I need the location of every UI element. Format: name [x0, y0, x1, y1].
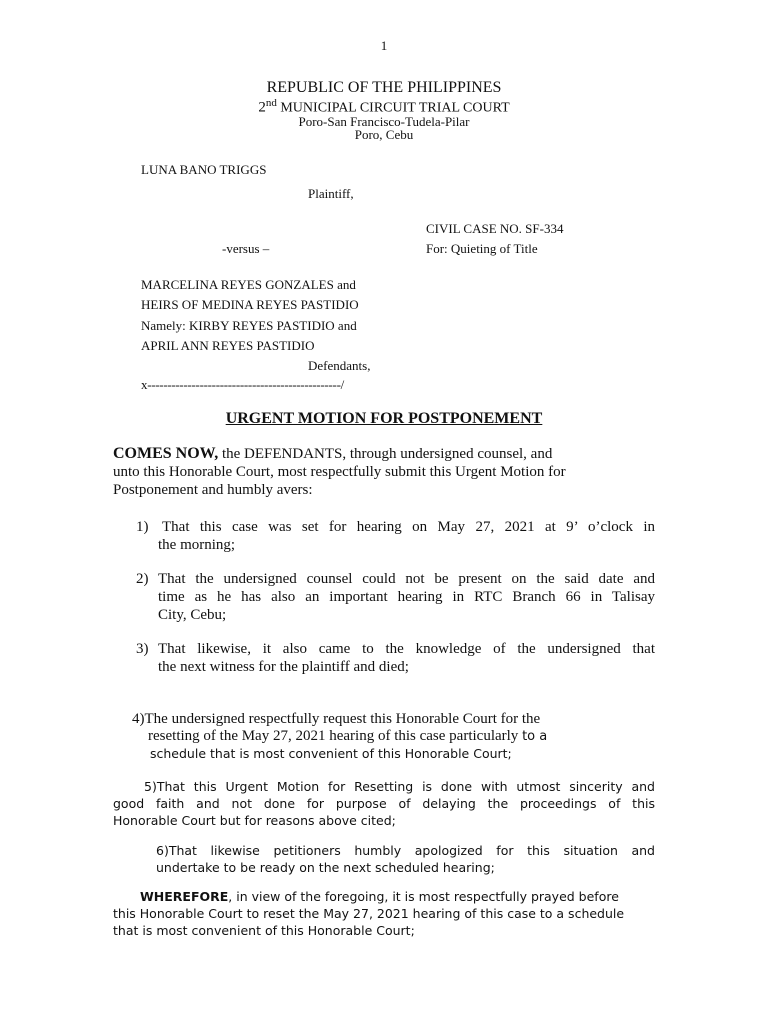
- item-line: That likewise, it also came to the knowledge of the undersigned that: [158, 641, 655, 657]
- item6-line: undertake to be ready on the next scheduled hearing;: [156, 860, 495, 875]
- item4-line: 4)The undersigned respectfully request this Honorable Court for the: [132, 711, 541, 727]
- intro-line: Postponement and humbly avers:: [113, 482, 313, 498]
- item-number: 3): [136, 641, 149, 657]
- item-line: City, Cebu;: [158, 607, 227, 623]
- document-title: URGENT MOTION FOR POSTPONEMENT: [225, 410, 543, 427]
- item5-line: Honorable Court but for reasons above cited;: [113, 813, 396, 828]
- court-ordinal: 2: [258, 99, 266, 116]
- case-number: CIVIL CASE NO. SF-334: [426, 221, 564, 236]
- page-number: 1: [380, 38, 388, 53]
- plaintiff-name: LUNA BANO TRIGGS: [141, 162, 267, 177]
- court-name-text: MUNICIPAL CIRCUIT TRIAL COURT: [280, 100, 510, 116]
- item4-line2-sans: to a: [522, 729, 548, 744]
- item-line: the next witness for the plaintiff and died;: [158, 659, 409, 675]
- court-jurisdiction: Poro-San Francisco-Tudela-Pilar: [298, 114, 470, 129]
- court-ordinal-suffix: nd: [265, 97, 277, 109]
- prayer-line: this Honorable Court to reset the May 27, 2021 hearing of this case to a schedule: [113, 906, 625, 921]
- defendants-line: MARCELINA REYES GONZALES and: [141, 277, 356, 292]
- item-line: the morning;: [158, 537, 236, 553]
- defendants-role: Defendants,: [308, 358, 371, 373]
- republic-heading: REPUBLIC OF THE PHILIPPINES: [266, 79, 502, 96]
- defendants-line: HEIRS OF MEDINA REYES PASTIDIO: [141, 297, 359, 312]
- caption-closing-line: x------------------------------------------------/: [141, 377, 344, 392]
- intro-lead: COMES NOW,: [113, 445, 219, 462]
- versus-label: -versus –: [222, 241, 270, 256]
- prayer-lead: WHEREFORE: [140, 889, 229, 904]
- item4-line: [148, 728, 547, 745]
- case-subject: For: Quieting of Title: [426, 241, 538, 256]
- intro-line: [113, 445, 552, 463]
- plaintiff-role: Plaintiff,: [308, 186, 354, 201]
- item4-line: schedule that is most convenient of this Honorable Court;: [150, 746, 512, 761]
- intro-line1-text: the DEFENDANTS, through undersigned counsel, and: [218, 446, 553, 462]
- item6-line: 6)That likewise petitioners humbly apologized for this situation and: [156, 843, 655, 858]
- defendants-line: Namely: KIRBY REYES PASTIDIO and: [141, 318, 357, 333]
- defendants-line: APRIL ANN REYES PASTIDIO: [141, 338, 315, 353]
- prayer-line: that is most convenient of this Honorable Court;: [113, 923, 415, 938]
- item5-line: 5)That this Urgent Motion for Resetting is done with utmost sincerity and: [144, 779, 655, 794]
- item-number: 1): [136, 519, 149, 535]
- item-line: That the undersigned counsel could not be present on the said date and: [158, 571, 655, 587]
- item-number: 2): [136, 571, 149, 587]
- intro-line: unto this Honorable Court, most respectfully submit this Urgent Motion for: [113, 464, 566, 480]
- item4-line2-serif: resetting of the May 27, 2021 hearing of this case particularly: [148, 728, 523, 744]
- prayer-line1-text: , in view of the foregoing, it is most respectfully prayed before: [228, 889, 619, 904]
- court-location: Poro, Cebu: [354, 127, 414, 142]
- prayer-line: [140, 889, 619, 904]
- item-line: That this case was set for hearing on May 27, 2021 at 9’ o’clock in: [162, 519, 655, 535]
- item-line: time as he has also an important hearing in RTC Branch 66 in Talisay: [158, 589, 655, 605]
- item5-line: good faith and not done for purpose of delaying the proceedings of this: [113, 796, 655, 811]
